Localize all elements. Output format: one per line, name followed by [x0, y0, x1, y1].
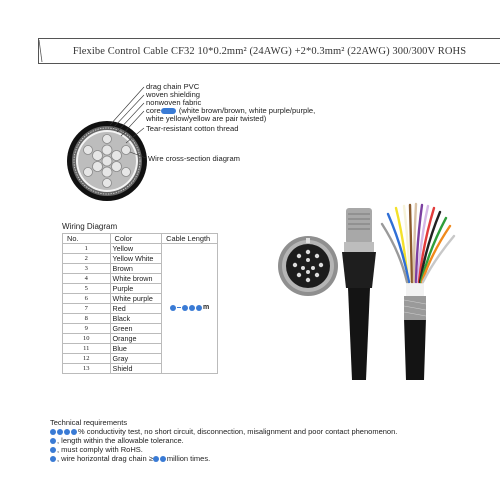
blue-dot-icon: [57, 429, 63, 435]
blue-dot-icon: [50, 429, 56, 435]
wiring-no: 2: [63, 254, 111, 264]
header-no: No.: [63, 234, 111, 244]
wiring-color: Shield: [110, 364, 162, 374]
product-title-bar: [38, 38, 500, 64]
wiring-color: White purple: [110, 294, 162, 304]
label-core-desc: (white brown/brown, white purple/purple,: [178, 106, 316, 115]
wiring-title: Wiring Diagram: [62, 222, 118, 231]
blue-dot-icon: [71, 429, 77, 435]
tech-item-1: [50, 427, 397, 436]
blue-dot-icon: [170, 305, 176, 311]
blue-dot-icon: [64, 429, 70, 435]
label-cross-section: Wire cross-section diagram: [148, 154, 240, 163]
wiring-color: Orange: [110, 334, 162, 344]
tech-item-3-text: , must comply with RoHS.: [57, 445, 143, 454]
wiring-color: Brown: [110, 264, 162, 274]
label-thread: Tear-resistant cotton thread: [146, 124, 239, 133]
blue-dot-icon: [50, 438, 56, 444]
wiring-color: Blue: [110, 344, 162, 354]
tech-item-4-text: , wire horizontal drag chain ≥: [57, 454, 153, 463]
wiring-no: 4: [63, 274, 111, 284]
wiring-color: Yellow White: [110, 254, 162, 264]
blue-dot-icon: [153, 456, 159, 462]
wiring-color: Green: [110, 324, 162, 334]
blue-dot-icon: [182, 305, 188, 311]
wiring-no: 5: [63, 284, 111, 294]
wiring-color: Black: [110, 314, 162, 324]
product-title: Flexibe Control Cable CF32 10*0.2mm² (24AWG) +2*0.3mm² (22AWG) 300/300V ROHS: [72, 45, 467, 57]
wiring-color: Purple: [110, 284, 162, 294]
cross-section-diagram: [66, 120, 148, 202]
tech-item-4-suffix: million times.: [166, 454, 211, 463]
wiring-header-row: [63, 234, 218, 244]
blue-dot-icon: [50, 456, 56, 462]
cable-length-value: [170, 303, 209, 312]
cable-length-cell: [162, 244, 218, 374]
dash-icon: [177, 307, 181, 308]
blue-dot-icon: [189, 305, 195, 311]
wiring-color: White brown: [110, 274, 162, 284]
header-length: Cable Length: [162, 234, 218, 244]
wiring-no: 1: [63, 244, 111, 254]
core-count-icon: [161, 108, 176, 114]
wiring-body: [63, 244, 218, 374]
blue-dot-icon: [160, 456, 166, 462]
wiring-no: 11: [63, 344, 111, 354]
header-color: Color: [110, 234, 162, 244]
tech-item-4: [50, 454, 397, 463]
tech-title: Technical requirements: [50, 418, 128, 427]
wiring-color: Gray: [110, 354, 162, 364]
cable-photo: [264, 200, 464, 380]
wiring-no: 10: [63, 334, 111, 344]
wiring-no: 7: [63, 304, 111, 314]
wiring-no: 9: [63, 324, 111, 334]
label-core-prefix: core: [146, 106, 161, 115]
wiring-color: Red: [110, 304, 162, 314]
technical-requirements: [50, 418, 397, 463]
label-jacket: drag chain PVC: [146, 82, 200, 91]
blue-dot-icon: [50, 447, 56, 453]
wiring-table: [62, 233, 218, 374]
tech-item-1-text: % conductivity test, no short circuit, disconnection, misalignment and poor contact phenomenon.: [78, 427, 398, 436]
tech-item-2: [50, 436, 397, 445]
wiring-no: 13: [63, 364, 111, 374]
wiring-no: 6: [63, 294, 111, 304]
wiring-no: 3: [63, 264, 111, 274]
label-fabric: nonwoven fabric: [146, 98, 202, 107]
title-tick-icon: [38, 38, 44, 64]
stripped-cable: [382, 204, 454, 380]
wiring-row: [63, 244, 218, 254]
blue-dot-icon: [196, 305, 202, 311]
wiring-color: Yellow: [110, 244, 162, 254]
length-unit: m: [202, 304, 210, 312]
label-core-desc2: white yellow/yellow are pair twisted): [146, 114, 267, 123]
label-shield: woven shielding: [146, 90, 201, 99]
tech-item-2-text: , length within the allowable tolerance.: [57, 436, 184, 445]
wiring-no: 8: [63, 314, 111, 324]
connector-face: [278, 236, 338, 296]
tech-item-3: [50, 445, 397, 454]
wiring-no: 12: [63, 354, 111, 364]
connector-body: [342, 208, 376, 380]
